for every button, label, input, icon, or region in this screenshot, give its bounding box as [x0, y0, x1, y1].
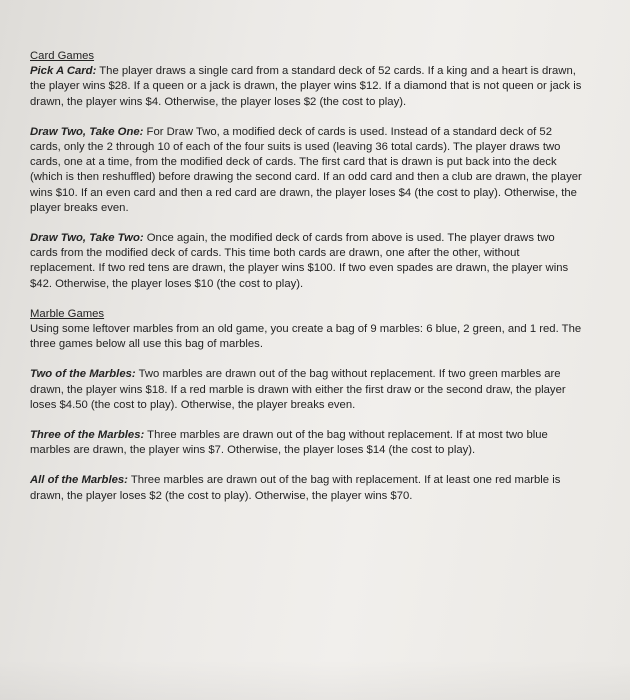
three-of-the-marbles-text: Three marbles are drawn out of the bag without replacement. If at most two blue marbles are drawn, the player wins $7. Otherwise, the player loses $14 (the cost to play). — [30, 429, 548, 457]
three-of-the-marbles-block — [30, 428, 582, 458]
marble-games-section — [30, 307, 582, 353]
all-of-the-marbles-name: All of the Marbles: — [30, 474, 128, 487]
draw-two-take-two-paragraph — [30, 231, 582, 292]
two-of-the-marbles-paragraph — [30, 367, 582, 413]
pick-a-card-paragraph — [30, 64, 582, 110]
card-games-section — [30, 49, 582, 110]
three-of-the-marbles-name: Three of the Marbles: — [30, 429, 145, 442]
pick-a-card-name: Pick A Card: — [30, 65, 97, 78]
two-of-the-marbles-name: Two of the Marbles: — [30, 368, 136, 381]
paper-shadow — [0, 660, 630, 700]
draw-two-take-two-block — [30, 231, 582, 292]
card-games-title: Card Games — [30, 50, 95, 62]
draw-two-take-one-block — [30, 125, 582, 216]
draw-two-take-two-name: Draw Two, Take Two: — [30, 232, 144, 245]
document-page — [30, 49, 582, 504]
three-of-the-marbles-paragraph — [30, 428, 582, 458]
all-of-the-marbles-block — [30, 473, 582, 503]
two-of-the-marbles-text: Two marbles are drawn out of the bag without replacement. If two green marbles are drawn, the player wins $18. If a red marble is drawn with either the first draw or the second draw, the player loses $4.50 (the cost to play). Otherwise, the player breaks even. — [30, 368, 566, 411]
all-of-the-marbles-text: Three marbles are drawn out of the bag with replacement. If at least one red marble is drawn, the player loses $2 (the cost to play). Otherwise, the player wins $70. — [30, 474, 561, 502]
draw-two-take-two-text: Once again, the modified deck of cards from above is used. The player draws two cards from the modified deck of cards. This time both cards are drawn, one after the other, without replacement. If two red tens are drawn, the player wins $100. If two even spades are drawn, the player wins $42. Otherwise, the player loses $10 (the cost to play). — [30, 232, 569, 290]
draw-two-take-one-paragraph — [30, 125, 582, 216]
draw-two-take-one-text: For Draw Two, a modified deck of cards is used. Instead of a standard deck of 52 cards, only the 2 through 10 of each of the four suits is used (leaving 36 total cards). The player draws two cards, one at a time, from the modified deck of cards. The first card that is drawn is put back into the deck (which is then reshuffled) before drawing the second card. If an odd card and then a club are drawn, the player wins $10. If an even card and then a red card are drawn, the player loses $4 (the cost to play). Otherwise, the player breaks even. — [30, 125, 582, 214]
marble-games-title: Marble Games — [30, 307, 105, 320]
all-of-the-marbles-paragraph — [30, 473, 582, 503]
marble-games-intro: Using some leftover marbles from an old game, you create a bag of 9 marbles: 6 blue, 2 green, and 1 red. The three games below all use this bag of marbles. — [30, 323, 582, 351]
pick-a-card-text: The player draws a single card from a standard deck of 52 cards. If a king and a heart is drawn, the player wins $28. If a queen or a jack is drawn, the player wins $12. If a diamond that is not queen or jack is drawn, the player wins $4. Otherwise, the player loses $2 (the cost to play). — [30, 65, 582, 108]
draw-two-take-one-name: Draw Two, Take One: — [30, 125, 144, 138]
two-of-the-marbles-block — [30, 367, 582, 413]
